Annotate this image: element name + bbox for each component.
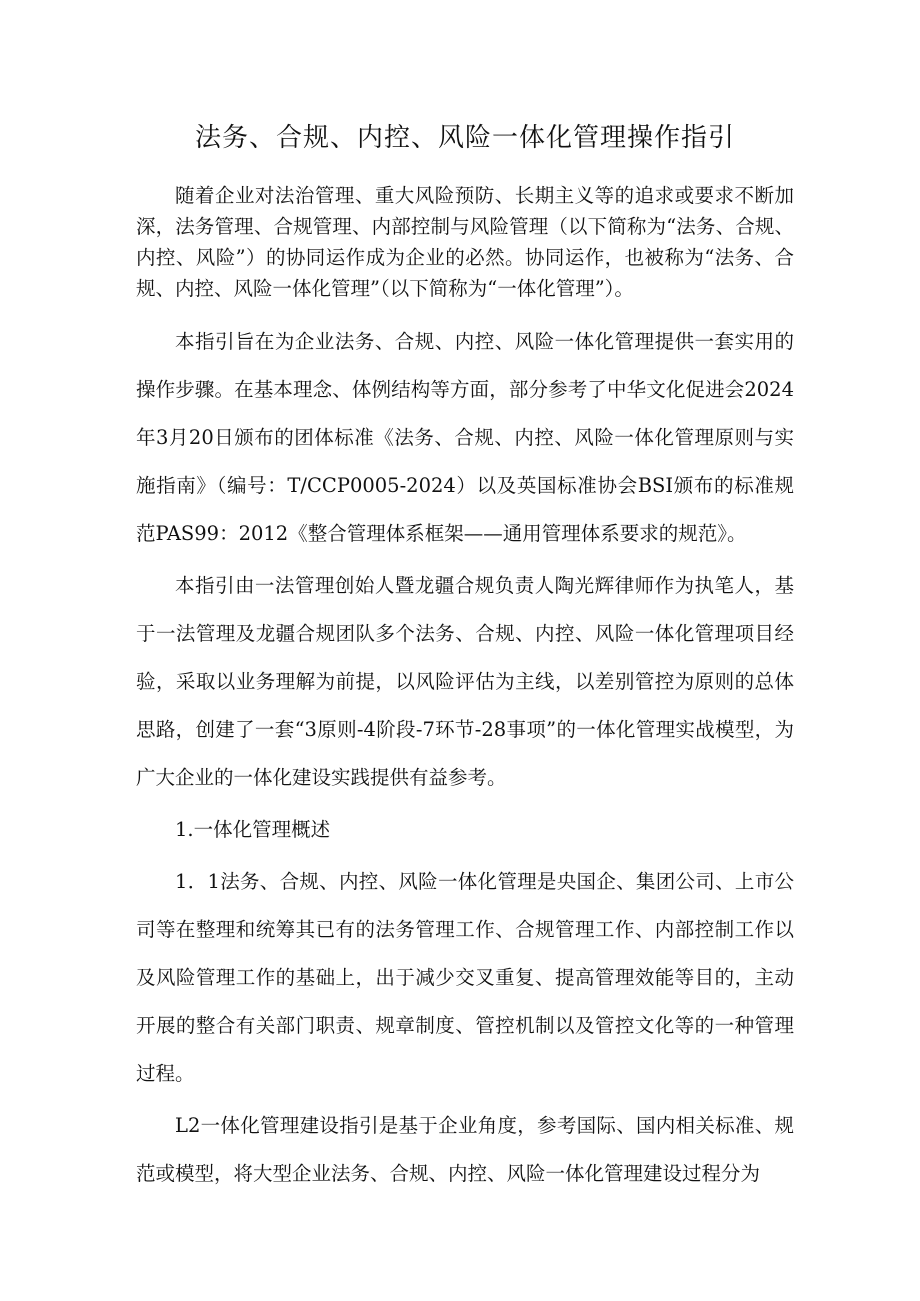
paragraph-intro: 随着企业对法治管理、重大风险预防、长期主义等的追求或要求不断加深，法务管理、合规管理、内部控制与风险管理（以下简称为“法务、合规、内控、风险”）的协同运作成为企业的必然。协同运作，也被称为“法务、合规、内控、风险一体化管理”（以下简称为“一体化管理”）。 (136, 184, 794, 300)
document-title: 法务、合规、内控、风险一体化管理操作指引 (194, 123, 735, 153)
paragraph-section-1-1: 1．1法务、合规、内控、风险一体化管理是央国企、集团公司、上市公司等在整理和统筹其已有的法务管理工作、合规管理工作、内部控制工作以及风险管理工作的基础上，出于减少交叉重复、提高管理效能等目的，主动开展的整合有关部门职责、规章制度、管控机制以及管控文化等的一种管理过程。 (136, 870, 794, 1085)
paragraph-author: 本指引由一法管理创始人暨龙疆合规负责人陶光辉律师作为执笔人，基于一法管理及龙疆合规团队多个法务、合规、内控、风险一体化管理项目经验，采取以业务理解为前提，以风险评估为主线，以差别管控为原则的总体思路，创建了一套“3原则-4阶段-7环节-28事项”的一体化管理实战模型，为广大企业的一体化建设实践提供有益参考。 (136, 574, 794, 789)
paragraph-section-1-2: L2一体化管理建设指引是基于企业角度，参考国际、国内相关标准、规范或模型，将大型企业法务、合规、内控、风险一体化管理建设过程分为 (136, 1114, 794, 1185)
paragraph-purpose: 本指引旨在为企业法务、合规、内控、风险一体化管理提供一套实用的操作步骤。在基本理念、体例结构等方面，部分参考了中华文化促进会2024年3月20日颁布的团体标准《法务、合规、内控、风险一体化管理原则与实施指南》（编号：T/CCP0005-2024）以及英国标准协会BSI颁布的标准规范PAS99：2012《整合管理体系框架——通用管理体系要求的规范》。 (136, 330, 794, 545)
section-heading-overview: 1.一体化管理概述 (175, 818, 331, 841)
